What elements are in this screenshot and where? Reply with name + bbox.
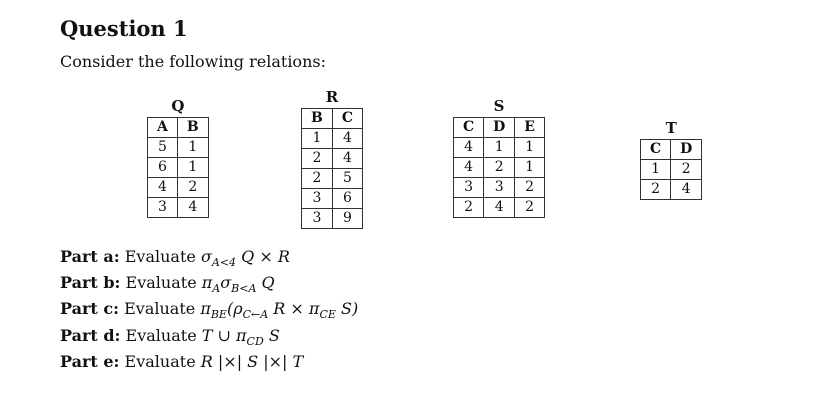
table-row: [302, 149, 363, 169]
column-header: C: [641, 140, 671, 160]
table-row: [641, 180, 702, 200]
question-title: Question 1: [60, 16, 188, 41]
relation-t: [640, 119, 702, 200]
part-a-verb: Evaluate: [124, 247, 196, 266]
column-header: E: [515, 118, 545, 138]
table-cell: 1: [484, 138, 515, 158]
relation-s: [453, 97, 545, 218]
part-e-expression: R |×| S |×| T: [200, 351, 304, 371]
table-row: [148, 198, 209, 218]
table-cell: 1: [515, 138, 545, 158]
header-row: [302, 109, 363, 129]
table-cell: 5: [148, 138, 178, 158]
table-row: [302, 209, 363, 229]
table-cell: 4: [332, 129, 362, 149]
part-c-expression: $\pi_{BE}(\rho_{C\leftarrow A}$ $R \times \pi_{CE}$ S): [200, 299, 359, 322]
table-cell: 3: [302, 209, 333, 229]
part-b: [60, 273, 358, 299]
table-cell: 4: [332, 149, 362, 169]
header-row: [454, 118, 545, 138]
table-row: [641, 160, 702, 180]
table-cell: 6: [148, 158, 178, 178]
table-cell: 2: [515, 178, 545, 198]
table-row: [148, 158, 209, 178]
table-cell: 3: [148, 198, 178, 218]
part-d: [60, 326, 358, 352]
relation-name: Q: [171, 97, 185, 115]
table-cell: 2: [641, 180, 671, 200]
table-cell: 3: [454, 178, 484, 198]
table-cell: 1: [177, 138, 208, 158]
part-a: [60, 247, 358, 273]
part-d-expression: T ∪ $\pi_{CD}$ S: [201, 325, 280, 348]
part-d-label: Part d:: [60, 325, 121, 345]
header-row: [641, 140, 702, 160]
table-cell: 2: [671, 160, 702, 180]
relation-table: [301, 108, 363, 229]
part-b-expression: $\pi_A\sigma_{B<A}$ Q: [201, 273, 275, 296]
table-row: [302, 189, 363, 209]
table-cell: 4: [454, 158, 484, 178]
part-d-verb: Evaluate: [125, 325, 197, 345]
table-cell: 2: [454, 198, 484, 218]
relation-name: R: [325, 88, 339, 106]
column-header: D: [671, 140, 702, 160]
table-cell: 4: [454, 138, 484, 158]
part-e-verb: Evaluate: [124, 351, 196, 371]
relation-table: [640, 139, 702, 200]
part-a-label: Part a:: [60, 247, 120, 266]
table-row: [148, 138, 209, 158]
relation-name: S: [493, 97, 505, 115]
column-header: D: [484, 118, 515, 138]
column-header: A: [148, 118, 178, 138]
part-b-label: Part b:: [60, 273, 121, 293]
table-cell: 2: [302, 149, 333, 169]
table-row: [302, 169, 363, 189]
table-cell: 1: [302, 129, 333, 149]
table-cell: 2: [484, 158, 515, 178]
table-row: [454, 138, 545, 158]
column-header: B: [177, 118, 208, 138]
header-row: [148, 118, 209, 138]
table-cell: 4: [671, 180, 702, 200]
table-row: [302, 129, 363, 149]
table-row: [454, 178, 545, 198]
table-row: [148, 178, 209, 198]
table-row: [454, 158, 545, 178]
table-cell: 4: [484, 198, 515, 218]
table-cell: 4: [148, 178, 178, 198]
part-e-label: Part e:: [60, 351, 120, 371]
table-cell: 4: [177, 198, 208, 218]
parts-list: [60, 247, 358, 372]
column-header: C: [332, 109, 362, 129]
table-cell: 1: [641, 160, 671, 180]
table-cell: 2: [177, 178, 208, 198]
table-cell: 9: [332, 209, 362, 229]
part-c: [60, 299, 358, 325]
relation-name: T: [665, 119, 677, 137]
column-header: C: [454, 118, 484, 138]
part-a-expression: $\sigma_{A<4}$ Q × R: [200, 247, 290, 270]
table-cell: 2: [302, 169, 333, 189]
table-cell: 5: [332, 169, 362, 189]
table-cell: 3: [484, 178, 515, 198]
relation-q: [147, 97, 209, 218]
relation-r: [301, 88, 363, 229]
column-header: B: [302, 109, 333, 129]
part-b-verb: Evaluate: [125, 273, 197, 293]
table-cell: 6: [332, 189, 362, 209]
part-c-verb: Evaluate: [124, 299, 196, 319]
table-cell: 1: [515, 158, 545, 178]
part-c-label: Part c:: [60, 299, 120, 319]
relation-table: [453, 117, 545, 218]
relation-table: [147, 117, 209, 218]
part-e: [60, 352, 358, 372]
intro-text: Consider the following relations:: [60, 52, 326, 71]
table-row: [454, 198, 545, 218]
table-cell: 2: [515, 198, 545, 218]
table-cell: 3: [302, 189, 333, 209]
table-cell: 1: [177, 158, 208, 178]
